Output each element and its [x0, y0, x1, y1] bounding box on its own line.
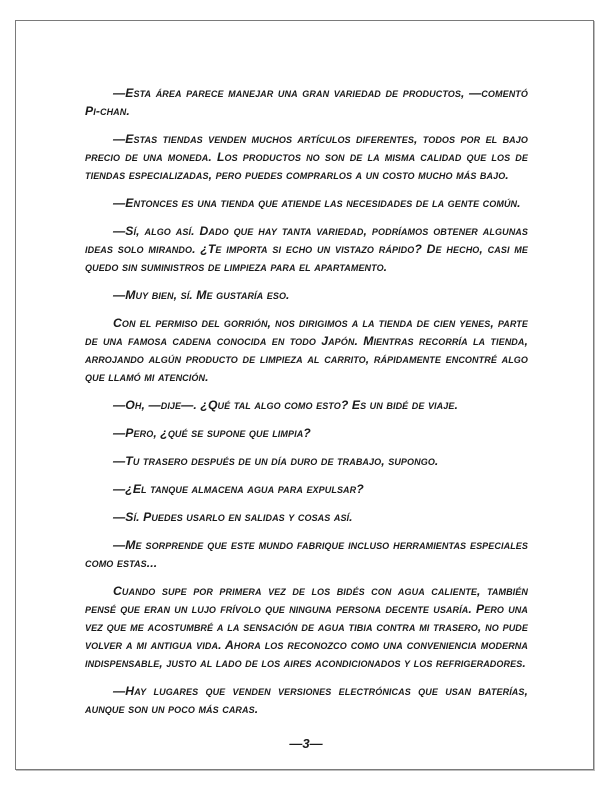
paragraph: —Muy bien, sí. Me gustaría eso.	[113, 288, 290, 302]
paragraph: —Me sorprende que este mundo fabrique incluso herramientas especiales como estas...	[85, 538, 528, 570]
paragraph: —Tu trasero después de un día duro de trabajo, supongo.	[113, 454, 439, 468]
paragraph: —Esta área parece manejar una gran variedad de productos, —comentó Pi-chan.	[85, 86, 528, 118]
page-number: —3—	[289, 736, 323, 751]
paragraph: —Sí, algo así. Dado que hay tanta variedad, podríamos obtener algunas ideas solo mirando. ¿Te importa si echo un vistazo rápido? De hecho, casi me quedo sin suministros de limpieza para el apartamento.	[85, 224, 528, 274]
paragraph: —Oh, —dije—. ¿Qué tal algo como esto? Es un bidé de viaje.	[113, 398, 458, 412]
paragraph: —Estas tiendas venden muchos artículos diferentes, todos por el bajo precio de una moneda. Los productos no son de la misma calidad que los de tiendas especializadas, pero puedes comprarlos a un costo mucho más bajo.	[85, 132, 528, 182]
paragraph: —¿El tanque almacena agua para expulsar?	[113, 482, 364, 496]
paragraph: —Hay lugares que venden versiones electrónicas que usan baterías, aunque son un poco más caras.	[85, 684, 528, 716]
paragraph: —Entonces es una tienda que atiende las necesidades de la gente común.	[113, 196, 521, 210]
paragraph: —Pero, ¿qué se supone que limpia?	[113, 426, 311, 440]
paragraph: Con el permiso del gorrión, nos dirigimos a la tienda de cien yenes, parte de una famosa cadena conocida en todo Japón. Mientras recorría la tienda, arrojando algún producto de limpieza al carrito, rápidamente encontré algo que llamó mi atención.	[85, 316, 528, 384]
paragraph: —Sí. Puedes usarlo en salidas y cosas así.	[113, 510, 353, 524]
page-body-text	[85, 84, 528, 728]
paragraph: Cuando supe por primera vez de los bidés con agua caliente, también pensé que eran un lujo frívolo que ninguna persona decente usaría. Pero una vez que me acostumbré a la sensación de agua tibia contra mi trasero, no pude volver a mi antigua vida. Ahora los reconozco como una conveniencia moderna indispensable, justo al lado de los aires acondicionados y los refrigeradores.	[85, 584, 528, 670]
